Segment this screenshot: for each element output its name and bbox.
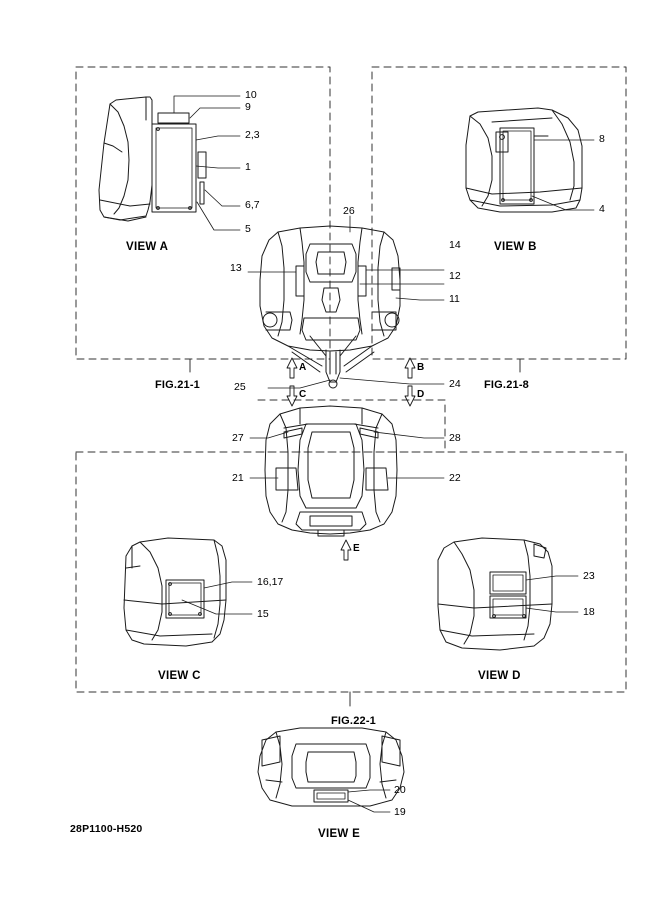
callout-25: 25 — [234, 381, 246, 393]
callout-22: 22 — [449, 472, 461, 484]
view-e-label: VIEW E — [318, 828, 361, 840]
callout-6-7: 6,7 — [245, 199, 260, 211]
leaders-view-c — [182, 582, 252, 614]
section-arrow-e-label: E — [353, 543, 360, 554]
callout-11: 11 — [449, 293, 460, 305]
callout-19: 19 — [394, 806, 406, 818]
leaders-center-upper — [248, 216, 444, 388]
callout-5: 5 — [245, 223, 251, 235]
view-b-part-outline — [466, 108, 582, 212]
callout-8: 8 — [599, 133, 605, 145]
callout-14: 14 — [449, 239, 461, 251]
view-b-label: VIEW B — [494, 241, 537, 253]
center-body-lower — [265, 406, 397, 536]
callout-12: 12 — [449, 270, 461, 282]
callout-18: 18 — [583, 606, 595, 618]
view-c-part-outline — [124, 538, 226, 646]
view-d-label: VIEW D — [478, 670, 521, 682]
leaders-view-a — [174, 96, 240, 230]
view-c-label: VIEW C — [158, 670, 201, 682]
callout-9: 9 — [245, 101, 251, 113]
part-code: 28P1100-H520 — [70, 823, 143, 835]
callout-24: 24 — [449, 378, 461, 390]
callout-28: 28 — [449, 432, 461, 444]
callout-13: 13 — [230, 262, 242, 274]
view-d-part-outline — [438, 538, 552, 650]
view-a-label: VIEW A — [126, 241, 169, 253]
callout-20: 20 — [394, 784, 406, 796]
callout-27: 27 — [232, 432, 244, 444]
callout-15: 15 — [257, 608, 269, 620]
leaders-center-lower — [250, 432, 444, 478]
section-arrow-b-label: B — [417, 362, 425, 373]
callout-2-3: 2,3 — [245, 129, 260, 141]
leaders-view-b — [532, 140, 594, 210]
section-arrow-d-label: D — [417, 389, 425, 400]
section-arrow-c-label: C — [299, 389, 307, 400]
section-fig-22-1: FIG.22-1 — [331, 715, 377, 727]
section-arrow-a-label: A — [299, 362, 307, 373]
section-fig-21-1: FIG.21-1 — [155, 379, 201, 391]
callout-4: 4 — [599, 203, 605, 215]
callout-23: 23 — [583, 570, 595, 582]
callout-21: 21 — [232, 472, 244, 484]
panel-border-view-a — [76, 67, 330, 359]
callout-1: 1 — [245, 161, 251, 173]
section-fig-21-8: FIG.21-8 — [484, 379, 530, 391]
callout-16-17: 16,17 — [257, 576, 284, 588]
callout-10: 10 — [245, 89, 257, 101]
leaders-view-e — [348, 790, 390, 812]
callout-26: 26 — [343, 205, 355, 217]
view-e-part-outline — [258, 728, 404, 806]
view-a-part-outline — [99, 97, 206, 221]
